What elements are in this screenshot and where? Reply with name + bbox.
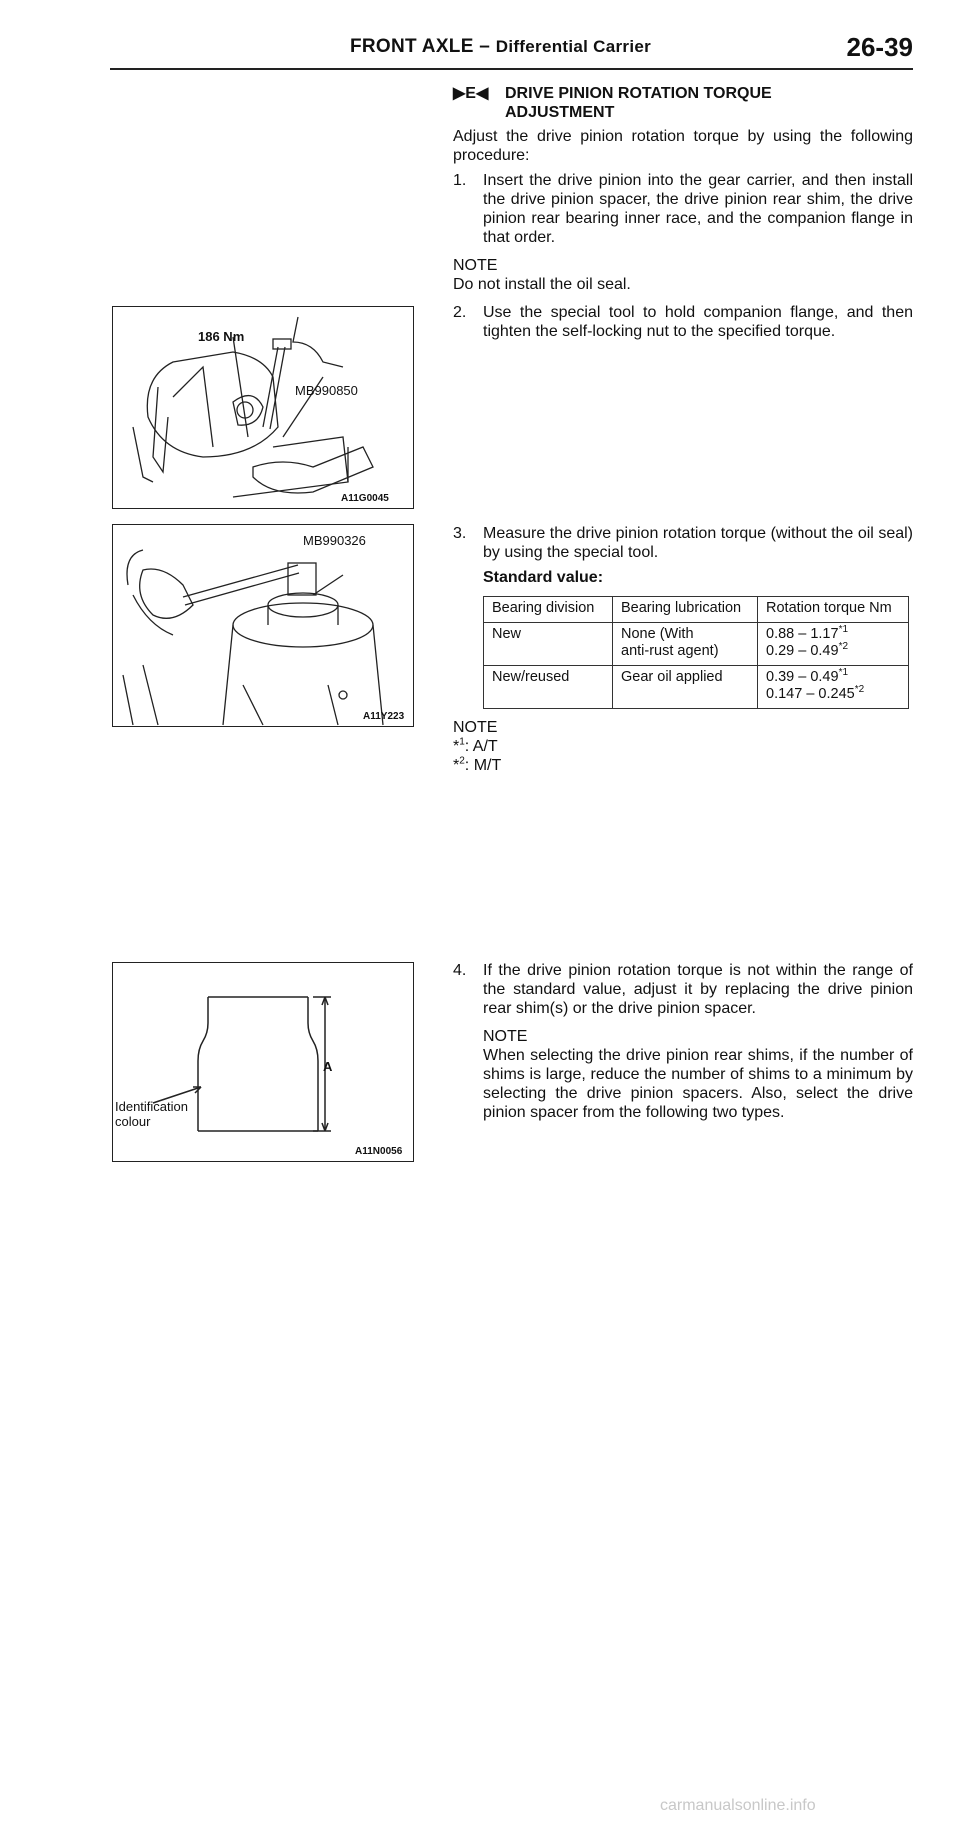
table-header-cell: Bearing lubrication — [613, 597, 758, 623]
table-cell: New — [484, 623, 613, 666]
table-header-row — [484, 597, 909, 623]
footnote-mark: *1 — [838, 624, 849, 636]
asterisk: * — [453, 757, 460, 774]
title-dash: – — [479, 36, 491, 57]
figure-code: A11Y223 — [363, 711, 405, 722]
footnote-2 — [453, 756, 913, 775]
torque-value: 0.88 – 1.17 — [766, 626, 839, 642]
step-4 — [453, 961, 913, 1122]
table-cell — [613, 666, 758, 709]
note-text: Do not install the oil seal. — [453, 276, 631, 293]
figure-code: A11G0045 — [341, 493, 389, 504]
table-cell — [613, 623, 758, 666]
section-heading — [453, 84, 913, 122]
figure-code: A11N0056 — [355, 1146, 403, 1157]
step-2 — [453, 303, 913, 341]
footnote-mark: *2 — [854, 684, 865, 696]
note-text: When selecting the drive pinion rear shims, if the number of shims is large, reduce the number of shims to a minimum by selecting the drive pinion spacers. Also, select the drive pinion spacer from the following two types. — [483, 1047, 913, 1121]
table-header-cell: Bearing division — [484, 597, 613, 623]
note-label: NOTE — [453, 257, 498, 274]
step-text: If the drive pinion rotation torque is not within the range of the standard value, adjust it by replacing the drive pinion rear shim(s) or the drive pinion spacer. — [483, 962, 913, 1017]
procedure-marker: ▶E◀ — [453, 85, 489, 102]
figure-torque-tightening — [112, 306, 414, 509]
standard-value-label: Standard value: — [483, 569, 604, 586]
step-text: Measure the drive pinion rotation torque (without the oil seal) by using the special tool. — [483, 525, 913, 561]
step-number: 3. — [453, 525, 467, 542]
cell-line: anti-rust agent) — [621, 643, 719, 659]
table-cell — [758, 623, 909, 666]
spacer-illustration — [113, 963, 413, 1161]
table-row — [484, 623, 909, 666]
note-label: NOTE — [453, 719, 498, 736]
step-3 — [453, 524, 913, 587]
step-number: 4. — [453, 962, 467, 979]
step-number: 2. — [453, 304, 467, 321]
footnote-mark: *2 — [838, 641, 849, 653]
cell-line: None (With — [621, 626, 694, 642]
table-notes — [453, 718, 913, 775]
watermark: carmanualsonline.info — [660, 1797, 816, 1814]
heading-line-2: ADJUSTMENT — [505, 104, 615, 121]
figure-rotation-measure — [112, 524, 414, 727]
torque-value: 0.29 – 0.49 — [766, 643, 839, 659]
cell-line: Gear oil applied — [621, 669, 723, 685]
table-row — [484, 666, 909, 709]
figure-pinion-spacer — [112, 962, 414, 1162]
rotation-torque-table — [483, 596, 909, 709]
step-1 — [453, 171, 913, 294]
section-title: FRONT AXLE — [350, 36, 474, 57]
torque-value: 0.39 – 0.49 — [766, 669, 839, 685]
torque-value: 0.147 – 0.245 — [766, 686, 855, 702]
page-number: 26-39 — [846, 32, 913, 62]
step-text: Insert the drive pinion into the gear carrier, and then install the drive pinion spacer, the drive pinion rear shim, the drive pinion rear bearing inner race, and the companion flange in that order. — [483, 172, 913, 246]
page-title — [350, 36, 651, 58]
step-text: Use the special tool to hold companion flange, and then tighten the self-locking nut to the specified torque. — [483, 304, 913, 340]
subsection-title: Differential Carrier — [495, 37, 652, 56]
footnote-number: 1 — [459, 736, 465, 748]
footnote-mark: *1 — [838, 667, 849, 679]
heading-line-1: DRIVE PINION ROTATION TORQUE — [505, 85, 772, 102]
footnote-text: : A/T — [464, 738, 498, 755]
footnote-1 — [453, 737, 913, 756]
torque-callout: 186 Nm — [198, 329, 245, 344]
note-label: NOTE — [483, 1028, 528, 1045]
page-header — [110, 28, 913, 68]
tool-callout: MB990326 — [303, 533, 366, 548]
identification-label-2: colour — [115, 1114, 151, 1129]
special-tool-illustration — [113, 525, 413, 726]
table-cell: New/reused — [484, 666, 613, 709]
table-header-cell: Rotation torque Nm — [758, 597, 909, 623]
footnote-text: : M/T — [464, 757, 502, 774]
tool-callout: MB990850 — [295, 383, 358, 398]
identification-label: Identification — [115, 1099, 188, 1114]
header-rule — [110, 68, 913, 70]
footnote-number: 2 — [459, 755, 465, 767]
table-cell — [758, 666, 909, 709]
step-number: 1. — [453, 172, 467, 189]
engine-carrier-illustration — [113, 307, 413, 508]
asterisk: * — [453, 738, 460, 755]
dimension-label: A — [323, 1059, 333, 1074]
intro-paragraph: Adjust the drive pinion rotation torque by using the following procedure: — [453, 128, 913, 164]
